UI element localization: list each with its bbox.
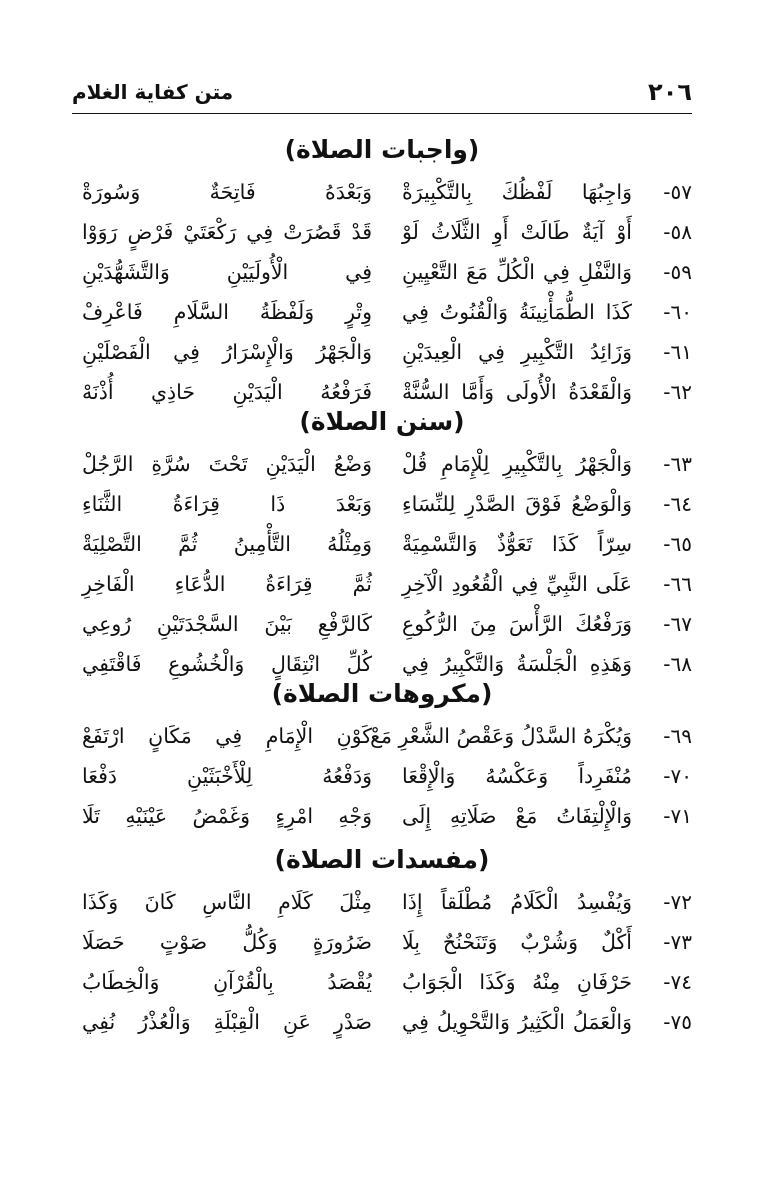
verse-second-hemistich: وِتْرٍ وَلَفْظَةُ السَّلَامِ فَاعْرِفْ xyxy=(82,300,372,324)
verse-second-hemistich: قَدْ قَصُرَتْ فِي رَكْعَتَيْ فَرْضٍ رَوَوْا xyxy=(82,220,372,244)
verse-first-hemistich: وَيُفْسِدُ الْكَلَامُ مُطْلَقاً إِذَا xyxy=(402,890,632,914)
verse-number: ٦٦- xyxy=(663,572,692,596)
verse-row xyxy=(72,1002,692,1042)
verse-first-hemistich: وَالنَّفْلِ فِي الْكُلِّ مَعَ التَّعْيِينِ xyxy=(402,260,632,284)
verse-second-hemistich: فِي الْأُولَيَيْنِ وَالتَّشَهُّدَيْنِ xyxy=(82,260,372,284)
verse-first-hemistich: وَزَائِدُ التَّكْبِيرِ فِي الْعِيدَيْنِ xyxy=(402,340,632,364)
verse-row xyxy=(72,444,692,484)
verse-number: ٦١- xyxy=(663,340,692,364)
verse-first-hemistich: أَكْلٌ وَشُرْبٌ وَتَنَحْنُحٌ بِلَا xyxy=(402,930,632,954)
verse-number: ٧٠- xyxy=(663,764,692,788)
section-title: (مفسدات الصلاة) xyxy=(274,845,490,874)
verse-first-hemistich: وَهَذِهِ الْجَلْسَةُ وَالتَّكْبِيرُ فِي xyxy=(402,652,632,676)
section-title: (مكروهات الصلاة) xyxy=(271,679,493,708)
verse-row xyxy=(72,922,692,962)
verse-first-hemistich: وَالْإِلْتِفَاتُ مَعْ صَلَاتِهِ إِلَى xyxy=(402,804,632,828)
verse-row xyxy=(72,564,692,604)
section-sunan xyxy=(72,400,692,684)
verse-first-hemistich: حَرْفَانِ مِنْهُ وَكَذَا الْجَوَابُ xyxy=(402,970,632,994)
verse-row xyxy=(72,524,692,564)
verse-second-hemistich: وَبَعْدَ ذَا قِرَاءَةُ الثَّنَاءِ xyxy=(82,492,372,516)
verse-number: ٧٣- xyxy=(663,930,692,954)
section-obligations xyxy=(72,128,692,412)
verse-row xyxy=(72,252,692,292)
verse-first-hemistich: كَذَا الطُّمَأْنِينَةُ وَالْقُنُوتُ فِي xyxy=(402,300,632,324)
verse-second-hemistich: وَالْجَهْرُ وَالْإِسْرَارُ فِي الْفَصْلَيْنِ xyxy=(82,340,372,364)
verse-row xyxy=(72,484,692,524)
verse-second-hemistich: وَبَعْدَهُ فَاتِحَةٌ وَسُورَةْ xyxy=(82,180,372,204)
verse-number: ٧٢- xyxy=(663,890,692,914)
verse-second-hemistich: فَرَفْعُهُ الْيَدَيْنِ حَاذِي أُذْنَهْ xyxy=(82,380,372,404)
verse-number: ٥٨- xyxy=(663,220,692,244)
verse-first-hemistich: وَالْعَمَلُ الْكَثِيرُ وَالتَّحْوِيلُ فِي xyxy=(402,1010,632,1034)
verse-number: ٧٥- xyxy=(663,1010,692,1034)
verse-second-hemistich: يُقْصَدُ بِالْقُرْآنِ وَالْخِطَابُ xyxy=(82,970,372,994)
verse-row xyxy=(72,604,692,644)
verse-row xyxy=(72,882,692,922)
verse-number: ٥٩- xyxy=(663,260,692,284)
section-title: (واجبات الصلاة) xyxy=(284,135,480,164)
verse-second-hemistich: وَجْهِ امْرِءٍ وَغَمْضُ عَيْنَيْهِ تَلَا xyxy=(82,804,372,828)
verse-number: ٧١- xyxy=(663,804,692,828)
verse-first-hemistich: وَالْجَهْرُ بِالتَّكْبِيرِ لِلْإِمَامِ قُلْ xyxy=(402,452,632,476)
verse-number: ٥٧- xyxy=(663,180,692,204)
verse-row xyxy=(72,796,692,836)
verse-row xyxy=(72,212,692,252)
verse-row xyxy=(72,172,692,212)
verse-second-hemistich: صَدْرٍ عَنِ الْقِبْلَةِ وَالْعُذْرُ نُفِي xyxy=(82,1010,372,1034)
verse-second-hemistich: كُلِّ انْتِقَالٍ وَالْخُشُوعِ فَاقْتَفِي xyxy=(82,652,372,676)
verse-number: ٦٩- xyxy=(663,724,692,748)
verse-second-hemistich: وَضْعُ الْيَدَيْنِ تَحْتَ سُرَّةِ الرَّجُلْ xyxy=(82,452,372,476)
verse-row xyxy=(72,716,692,756)
verse-number: ٦٢- xyxy=(663,380,692,404)
verse-first-hemistich: وَرَفْعُكَ الرَّأْسَ مِنَ الرُّكُوعِ xyxy=(402,612,632,636)
verse-first-hemistich: عَلَى النَّبِيِّ فِي الْقُعُودِ الْآخِرِ xyxy=(402,572,632,596)
page-number: ٢٠٦ xyxy=(648,78,692,106)
verse-first-hemistich: وَيُكْرَهُ السَّدْلُ وَعَقْصُ الشَّعْرِ مَعْ xyxy=(370,724,632,748)
verse-second-hemistich: كَوْنِ الْإِمَامِ فِي مَكَانٍ ارْتَفَعْ xyxy=(82,724,372,748)
verse-number: ٦٤- xyxy=(663,492,692,516)
verse-number: ٦٣- xyxy=(663,452,692,476)
verse-second-hemistich: وَمِثْلُهُ التَّأْمِينُ ثُمَّ التَّصْلِيَةْ xyxy=(82,532,372,556)
page-header xyxy=(72,78,692,112)
verse-row xyxy=(72,292,692,332)
verse-first-hemistich: مُنْفَرِداً وَعَكْسُهُ وَالْإِقْعَا xyxy=(402,764,632,788)
running-title: متن كفاية الغلام xyxy=(72,80,234,104)
verse-second-hemistich: كَالرَّفْعِ بَيْنَ السَّجْدَتَيْنِ رُوعِي xyxy=(82,612,372,636)
verse-first-hemistich: وَاجِبُهَا لَفْظُكَ بِالتَّكْبِيرَةْ xyxy=(402,180,632,204)
verse-second-hemistich: وَدَفْعُهُ لِلْأَخْبَثَيْنِ دَفْعَا xyxy=(82,764,372,788)
section-mufsidat xyxy=(72,838,692,1042)
verse-second-hemistich: مِثْلَ كَلَامِ النَّاسِ كَانَ وَكَذَا xyxy=(82,890,372,914)
header-divider xyxy=(72,113,692,114)
verse-second-hemistich: ضَرُورَةٍ وَكُلُّ صَوْتٍ حَصَلَا xyxy=(82,930,372,954)
verse-row xyxy=(72,756,692,796)
verse-number: ٦٨- xyxy=(663,652,692,676)
verse-number: ٦٧- xyxy=(663,612,692,636)
verse-number: ٧٤- xyxy=(663,970,692,994)
verse-first-hemistich: سِرّاً كَذَا تَعَوُّذٌ وَالتَّسْمِيَةْ xyxy=(402,532,632,556)
verse-row xyxy=(72,332,692,372)
verse-second-hemistich: ثُمَّ قِرَاءَةُ الدُّعَاءِ الْفَاخِرِ xyxy=(82,572,372,596)
verse-first-hemistich: أَوْ آيَةٌ طَالَتْ أَوِ الثَّلَاثُ لَوْ xyxy=(402,220,632,244)
section-title: (سنن الصلاة) xyxy=(299,407,465,436)
verse-number: ٦٥- xyxy=(663,532,692,556)
verse-first-hemistich: وَالْوَضْعُ فَوْقَ الصَّدْرِ لِلنِّسَاءِ xyxy=(402,492,632,516)
verse-number: ٦٠- xyxy=(663,300,692,324)
section-makruhat xyxy=(72,672,692,836)
verse-row xyxy=(72,962,692,1002)
verse-first-hemistich: وَالْقَعْدَةُ الْأُولَى وَأَمَّا السُّنَّةْ xyxy=(402,380,632,404)
